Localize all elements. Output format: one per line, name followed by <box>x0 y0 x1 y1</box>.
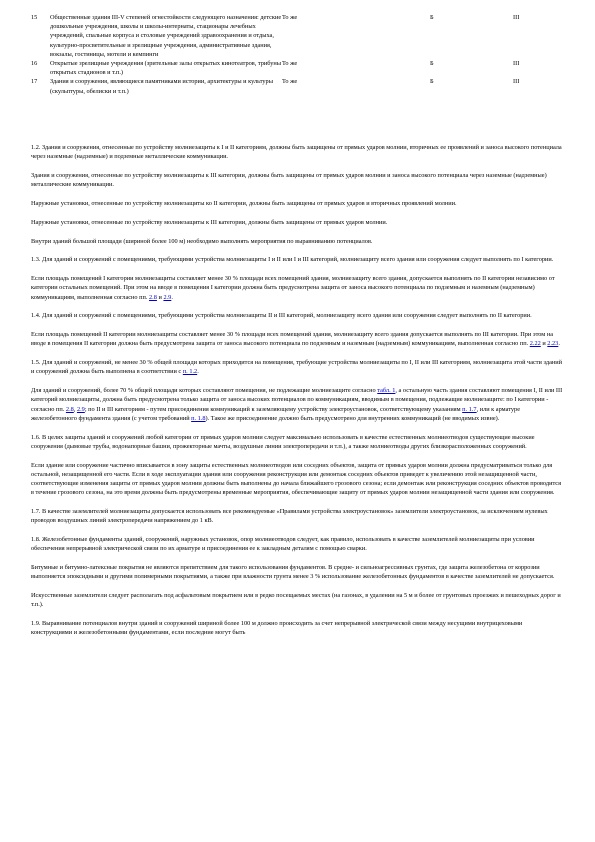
cross-reference-link[interactable]: 2.23 <box>547 340 559 348</box>
paragraph-text: Если площадь помещений I категории молниезащиты составляет менее 30 % площади всех помещений здания, молниезащиту всего здания, допускается выполнять по II категории независимо от категории остальных помещений. При этом на вводе в помещения I категории должна быть предусмотрена защита от заноса высокого потенциала по подземным и наземным (надземным) коммуникациям, выполненная согласно пп. <box>31 275 555 301</box>
paragraph-text: и <box>156 293 164 301</box>
protection-category-table <box>31 13 551 96</box>
paragraph-text: Искусственные заземлители следует располагать под асфальтовым покрытием или в редко посещаемых местах (на газонах, в удалении на 5 м и более от грунтовых проезжих и пешеходных дорог и т.п.). <box>31 592 561 609</box>
cross-reference-link[interactable]: табл. 1 <box>377 387 396 395</box>
paragraph-text: Если площадь помещений II категории молниезащиты составляет менее 30 % площади всех помещений здания, молниезащиту всего здания допускается выполнять по III категории. При этом на вводе в помещения II категории должна быть предусмотрена защита от заноса высокого потенциала по подземным и наземным (надземным) коммуникациям, выполненная согласно пп. <box>31 331 553 348</box>
paragraph-text: Наружные установки, отнесенные по устройству молниезащиты ко II категории, должны быть защищены от прямых ударов и вторичных проявлений молнии. <box>31 200 457 207</box>
paragraph <box>31 237 564 246</box>
paragraph-text: 1.9. Выравнивание потенциалов внутри зданий и сооружений шириной более 100 м должно происходить за счет непрерывной электрической связи между несущими внутрицеховыми конструкциями и железобетонными фундаментами, если последние могут быть <box>31 620 523 637</box>
paragraph <box>31 461 564 498</box>
paragraph-text: , а остальную часть здания составляют помещения I, II или III категорий молниезащиты, должна быть предусмотрена только защита от заноса высоких потенциалов по коммуникациям, вводимым в помещения, подлежащие молниезащите: по I категории - согласно пп. <box>31 387 563 413</box>
paragraph <box>31 563 564 581</box>
row-object-name: Общественные здания III-V степеней огнестойкости следующего назначения: детские дошкольные учреждения, школы и школы-интернаты, стационары лечебных учреждений, спальные корпуса и столовые учреждений здравоохранения и отдыха, культурно-просветительные и зрелищные учреждения, административные здания, вокзалы, гостиницы, мотели и кемпинги <box>50 14 282 58</box>
paragraph-text: Битумные и битумно-латексные покрытия не являются препятствием для такого использования фундаментов. В средне- и сильноагрессивных грунтах, где защита железобетона от коррозии выполняется эпоксидными и другими полимерными покрытиями, а также при влажности грунта менее 3 % использование железобетонных фундаментов в качестве заземлителей не допускается. <box>31 564 555 581</box>
table-row <box>31 77 551 95</box>
paragraph-text: ). Такое же присоединение должно быть предусмотрено для внутренних коммуникаций (не вводимых извне). <box>205 414 500 422</box>
row-protection-degree: III <box>513 78 520 86</box>
cross-reference-link[interactable]: 2.9 <box>76 405 85 413</box>
table-body <box>31 13 551 96</box>
paragraph-text: . <box>171 293 173 301</box>
document-body <box>31 143 564 647</box>
table-row <box>31 59 551 77</box>
row-protection-degree: III <box>513 14 520 21</box>
paragraph-text: 1.4. Для зданий и сооружений с помещениями, требующими устройства молниезащиты II и III категорий, молниезащиту всего здания или сооружения следует выполнять по II категории. <box>31 312 532 320</box>
paragraph-text: 1.3. Для зданий и сооружений с помещениями, требующими устройства молниезащиты I и II или I и III категорий, молниезащиту всего здания или сооружения следует выполнять по I категории. <box>31 256 554 264</box>
cross-reference-link[interactable]: 2.9 <box>163 293 172 301</box>
row-object-name: Открытые зрелищные учреждения (зрительные залы открытых кинотеатров, трибуны открытых стадионов и т.п.) <box>50 60 281 77</box>
paragraph-text: и <box>540 340 548 348</box>
paragraph <box>31 619 564 637</box>
cross-reference-link[interactable]: п. 1.2 <box>182 368 198 376</box>
paragraph <box>31 143 564 161</box>
paragraph <box>31 274 564 302</box>
paragraph <box>31 311 564 320</box>
paragraph-text: Внутри зданий большой площади (шириной более 100 м) необходимо выполнять мероприятия по выравниванию потенциалов. <box>31 237 373 245</box>
paragraph-text: 1.7. В качестве заземлителей молниезащиты допускается использовать все рекомендуемые «Правилами устройства электроустановок» заземлители электроустановок, за исключением нулевых проводов воздушных линий электропередачи напряжением до 1 кВ. <box>31 508 548 525</box>
paragraph-text: Если здание или сооружение частично вписывается в зону защиты естественных молниеотводов или соседних объектов, защита от прямых ударов молнии должна предусматриваться только для остальной, незащищенной его части. Если в ходе эксплуатации здания или сооружения реконструкция или демонтаж соседних объектов приведет к увеличению этой незащищенной части, соответствующие изменения защиты от прямых ударов молнии должны быть выполнены до начала ближайшего грозового сезона; если демонтаж или реконструкция соседних объектов проводится в течение грозового сезона, на это время должны быть предусмотрены временные мероприятия, обеспечивающие защиту от прямых ударов молнии незащищенной части здания или сооружения. <box>31 461 561 497</box>
paragraph-text: Для зданий и сооружений, более 70 % общей площади которых составляют помещения, не подлежащие молниезащите согласно <box>31 387 378 395</box>
row-number: 16 <box>31 60 38 68</box>
row-location: То же <box>282 78 298 86</box>
table-row <box>31 13 551 59</box>
row-location: То же <box>282 60 298 68</box>
row-category: Б <box>430 14 434 21</box>
row-number: 17 <box>31 78 38 86</box>
paragraph-text: . <box>197 368 199 376</box>
paragraph-text: Здания и сооружения, отнесенные по устройству молниезащиты к III категории, должны быть защищены от прямых ударов молнии и заноса высокого потенциала через наземные (надземные) металлические коммуникации. <box>31 172 547 189</box>
paragraph <box>31 358 564 376</box>
paragraph-text: 1.6. В целях защиты зданий и сооружений любой категории от прямых ударов молнии следует максимально использовать в качестве естественных молниеотводов существующие высокие сооружения (дымовые трубы, водонапорные башни, прожекторные мачты, воздушные линии электропередачи и т.п.), а также молниеотводы других близкорасположенных сооружений. <box>31 433 535 450</box>
cross-reference-link[interactable]: п. 1.7 <box>462 405 477 413</box>
paragraph-text: 1.2. Здания и сооружения, отнесенные по устройству молниезащиты к I и II категориям, должны быть защищены от прямых ударов молнии, вторичных ее проявлений и заноса высокого потенциала через наземные (надземные) и подземные металлические коммуникации. <box>31 144 562 161</box>
row-category: Б <box>430 60 434 68</box>
cross-reference-link[interactable]: 2.22 <box>529 340 541 348</box>
cross-reference-link[interactable]: 2.8 <box>65 405 74 413</box>
paragraph-text: 1.5. Для зданий и сооружений, не менее 30 % общей площади которых приходится на помещения, требующие устройства молниезащиты по I, II или III категориям, молниезащита этой части зданий и сооружений должна быть выполнена в соответствии с <box>31 359 562 376</box>
paragraph <box>31 255 564 264</box>
paragraph-text: Наружные установки, отнесенные по устройству молниезащиты к III категории, должны быть защищены от прямых ударов молнии. <box>31 218 388 226</box>
row-number: 15 <box>31 14 38 21</box>
cross-reference-link[interactable]: п. 1.8 <box>191 414 206 422</box>
paragraph-text: , или к арматуре железобетонного фундамента здания (с учетом требований <box>31 405 520 422</box>
paragraph <box>31 330 564 348</box>
cross-reference-link[interactable]: 2.8 <box>149 293 157 301</box>
paragraph <box>31 386 564 423</box>
paragraph <box>31 433 564 451</box>
paragraph <box>31 218 564 227</box>
paragraph <box>31 199 564 208</box>
paragraph-text: 1.8. Железобетонные фундаменты зданий, сооружений, наружных установок, опор молниеотводов следует, как правило, использовать в качестве заземлителей молниезащиты при условии обеспечения непрерывной электрической связи по их арматуре и присоединения ее к закладным деталям с помощью сварки. <box>31 536 535 553</box>
row-object-name: Здания и сооружения, являющиеся памятниками истории, архитектуры и культуры (скульптуры, обелиски и т.п.) <box>50 78 273 95</box>
paragraph <box>31 171 564 189</box>
paragraph <box>31 591 564 609</box>
paragraph-text: , <box>73 405 77 413</box>
row-category: Б <box>430 78 434 86</box>
paragraph-text: . <box>558 340 560 348</box>
row-protection-degree: III <box>513 60 520 68</box>
paragraph-text: ; по II и III категориям - путем присоединения коммуникаций к заземляющему устройству электроустановок, соответствующему указаниям <box>84 405 463 413</box>
paragraph <box>31 535 564 553</box>
row-location: То же <box>282 14 298 21</box>
paragraph <box>31 507 564 525</box>
